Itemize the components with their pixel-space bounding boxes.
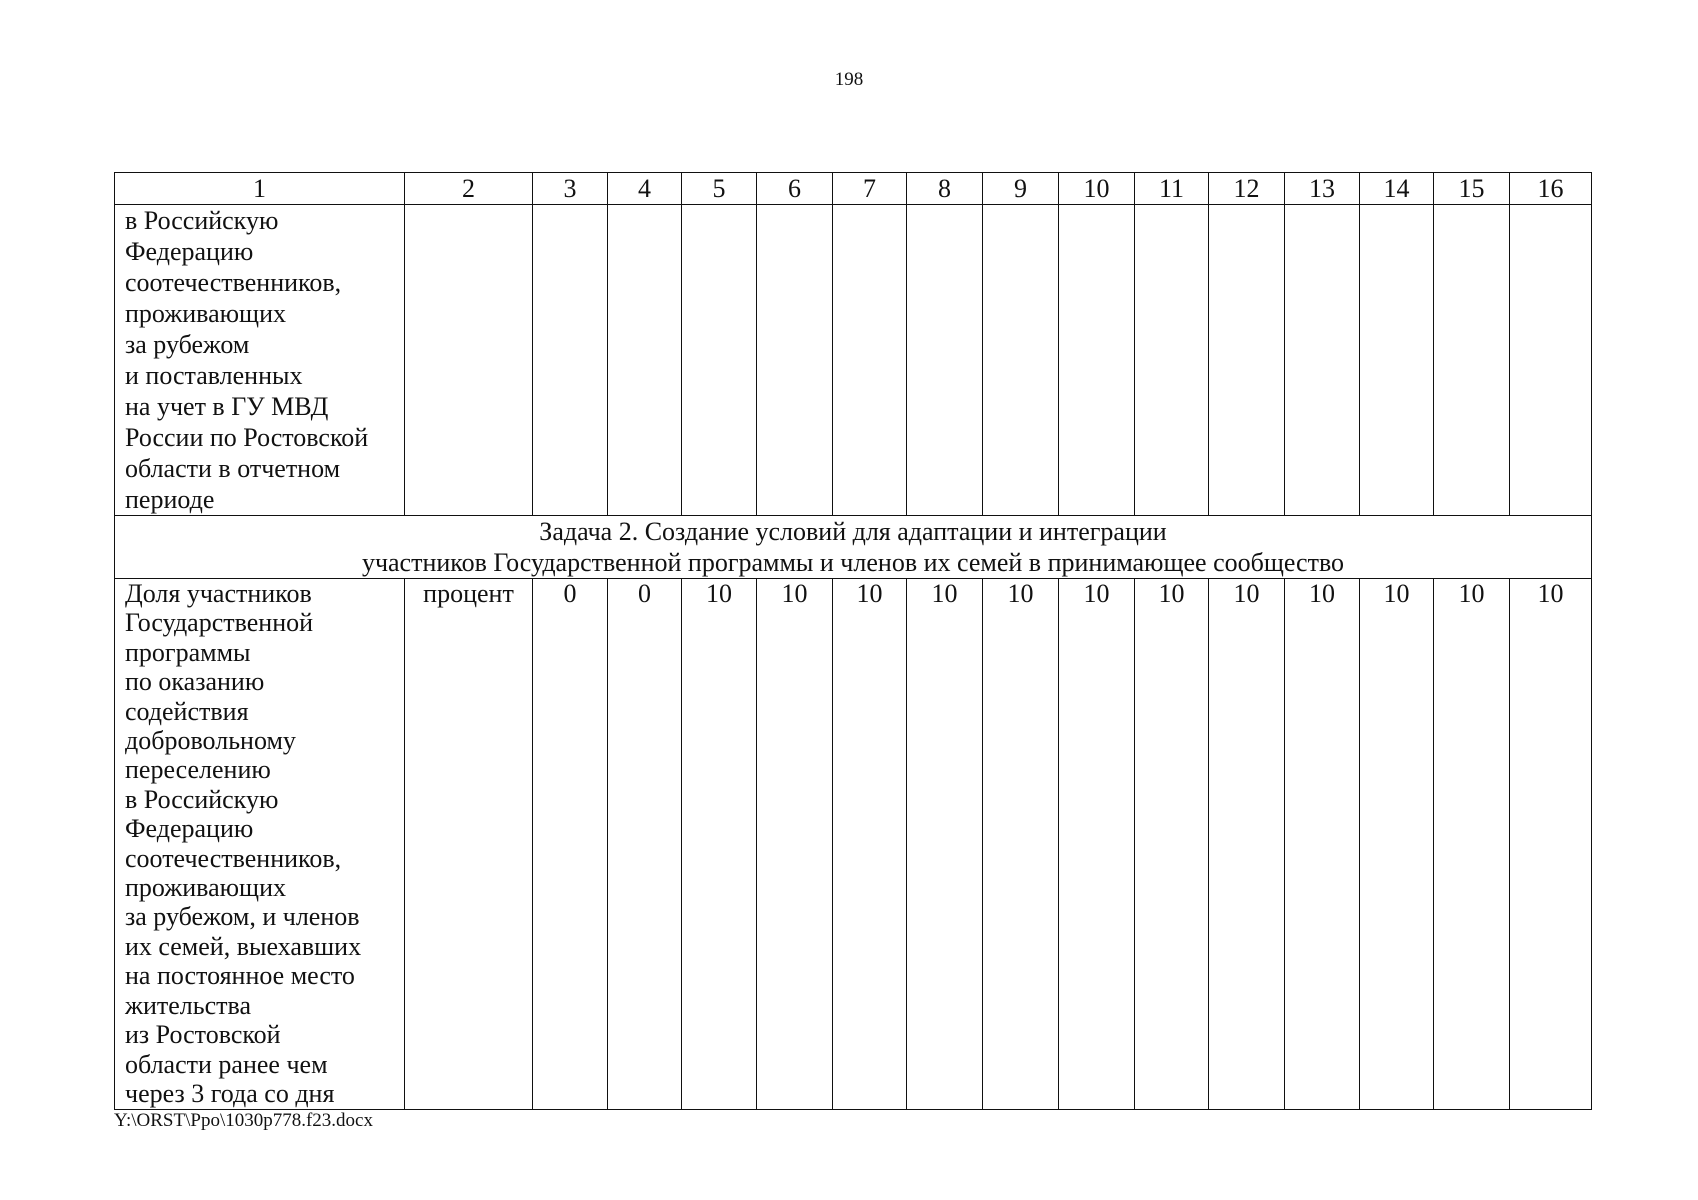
label-line: соотечественников, <box>125 843 342 873</box>
label-line: на учет в ГУ МВД <box>125 392 329 421</box>
empty-cell <box>1209 205 1285 516</box>
task-heading-line-1: Задача 2. Создание условий для адаптации и интеграции <box>539 517 1167 546</box>
value-cell: 10 <box>1285 579 1360 1110</box>
label-line: из Ростовской <box>125 1020 281 1050</box>
empty-cell <box>983 205 1059 516</box>
empty-cell <box>682 205 757 516</box>
label-line: переселению <box>125 755 271 785</box>
page-number: 198 <box>834 69 864 90</box>
value-cell: 10 <box>1059 579 1135 1110</box>
task-heading <box>115 516 1592 579</box>
label-line: добровольному <box>125 726 296 756</box>
label-line: на постоянное место <box>125 961 355 991</box>
task-heading-row <box>115 516 1592 579</box>
empty-cell <box>1135 205 1209 516</box>
value-cell: 10 <box>1434 579 1510 1110</box>
column-number: 3 <box>533 173 608 205</box>
label-line: содействия <box>125 696 249 726</box>
empty-cell <box>1059 205 1135 516</box>
table-row-indicator <box>115 579 1592 1110</box>
empty-cell <box>405 205 533 516</box>
column-number: 13 <box>1285 173 1360 205</box>
label-line: области в отчетном <box>125 454 341 483</box>
empty-cell <box>1285 205 1360 516</box>
label-line: за рубежом <box>125 330 250 359</box>
unit-cell: процент <box>405 579 533 1110</box>
value-cell: 10 <box>907 579 983 1110</box>
value-cell: 10 <box>682 579 757 1110</box>
empty-cell <box>757 205 833 516</box>
column-number: 15 <box>1434 173 1510 205</box>
label-line: в Российскую <box>125 206 279 235</box>
empty-cell <box>1360 205 1434 516</box>
indicator-label <box>115 579 405 1110</box>
label-line: области ранее чем <box>125 1049 328 1079</box>
label-line: в Российскую <box>125 784 279 814</box>
label-line: по оказанию <box>125 667 265 697</box>
label-line: Федерацию <box>125 814 254 844</box>
label-line: России по Ростовской <box>125 423 369 452</box>
column-number-row <box>115 173 1592 205</box>
label-line: за рубежом, и членов <box>125 902 360 932</box>
empty-cell <box>907 205 983 516</box>
label-line: Федерацию <box>125 237 254 266</box>
indicator-label-continued <box>115 205 405 516</box>
table-row-continued <box>115 205 1592 516</box>
column-number: 1 <box>115 173 405 205</box>
column-number: 9 <box>983 173 1059 205</box>
label-line: Государственной <box>125 608 314 638</box>
value-cell: 10 <box>1209 579 1285 1110</box>
column-number: 4 <box>608 173 682 205</box>
empty-cell <box>533 205 608 516</box>
indicator-table <box>114 172 1592 1110</box>
value-cell: 0 <box>533 579 608 1110</box>
label-line: соотечественников, <box>125 268 342 297</box>
label-line: через 3 года со дня <box>125 1078 335 1108</box>
column-number: 10 <box>1059 173 1135 205</box>
column-number: 6 <box>757 173 833 205</box>
empty-cell <box>1434 205 1510 516</box>
value-cell: 10 <box>833 579 907 1110</box>
label-line: проживающих <box>125 299 286 328</box>
value-cell: 10 <box>1135 579 1209 1110</box>
empty-cell <box>833 205 907 516</box>
label-line: периоде <box>125 485 215 514</box>
label-line: и поставленных <box>125 361 303 390</box>
column-number: 11 <box>1135 173 1209 205</box>
column-number: 12 <box>1209 173 1285 205</box>
value-cell: 10 <box>757 579 833 1110</box>
column-number: 8 <box>907 173 983 205</box>
task-heading-line-2: участников Государственной программы и членов их семей в принимающее сообщество <box>361 548 1345 577</box>
value-cell: 10 <box>1360 579 1434 1110</box>
empty-cell <box>1510 205 1592 516</box>
column-number: 2 <box>405 173 533 205</box>
column-number: 16 <box>1510 173 1592 205</box>
value-cell: 10 <box>1510 579 1592 1110</box>
label-line: проживающих <box>125 873 286 903</box>
column-number: 5 <box>682 173 757 205</box>
value-cell: 10 <box>983 579 1059 1110</box>
column-number: 7 <box>833 173 907 205</box>
label-line: Доля участников <box>125 579 312 608</box>
label-line: их семей, выехавших <box>125 931 362 961</box>
empty-cell <box>608 205 682 516</box>
column-number: 14 <box>1360 173 1434 205</box>
value-cell: 0 <box>608 579 682 1110</box>
footer-file-path: Y:\ORST\Ppo\1030p778.f23.docx <box>114 1110 373 1131</box>
label-line: жительства <box>125 990 251 1020</box>
label-line: программы <box>125 637 251 667</box>
